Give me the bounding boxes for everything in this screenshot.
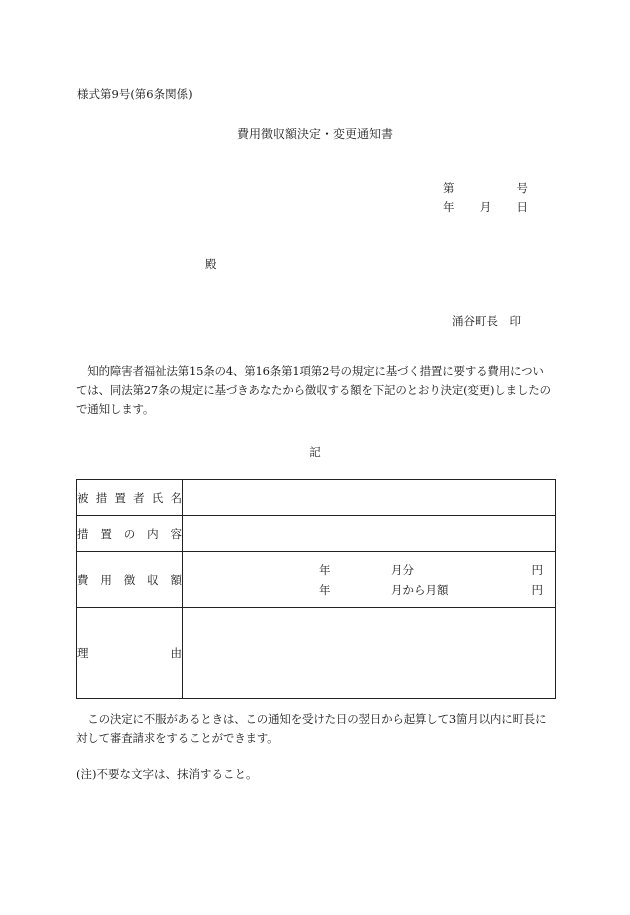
issuer-name: 涌谷町長	[452, 314, 498, 328]
seal-mark: 印	[509, 314, 521, 328]
subject-name-label: 被 措 置 者 氏 名	[77, 480, 183, 516]
measure-content-label: 措 置 の 内 容	[77, 516, 183, 552]
document-number-field	[443, 180, 528, 196]
measure-content-value[interactable]	[183, 516, 556, 552]
issuer-block	[452, 313, 521, 329]
table-row	[77, 608, 556, 699]
subject-name-value[interactable]	[183, 480, 556, 516]
document-title: 費用徴収額決定・変更通知書	[236, 127, 393, 141]
cost-amount-value[interactable]	[183, 552, 556, 608]
footnote: (注)不要な文字は、抹消すること。	[76, 767, 258, 781]
table-row	[77, 480, 556, 516]
cost-amount-label: 費 用 徴 収 額	[77, 552, 183, 608]
cost-line-from: 年 月から月額 円	[319, 582, 543, 597]
addressee-honorific: 殿	[205, 257, 217, 271]
date-day: 日	[516, 200, 528, 214]
issue-date-field	[443, 199, 528, 215]
date-month: 月	[479, 200, 492, 214]
ki-heading: 記	[309, 445, 321, 459]
body-paragraph: 知的障害者福祉法第15条の4、第16条第1項第2号の規定に基づく措置に要する費用については、同法第27条の規定に基づきあなたから徴収する額を下記のとおり決定(変更)しましたので通知します。	[76, 364, 551, 416]
date-year: 年	[443, 200, 455, 214]
cost-line-monthly: 年 月分 円	[319, 562, 543, 577]
appeal-notice: この決定に不服があるときは、この通知を受けた日の翌日から起算して3箇月以内に町長に対して審査請求をすることができます。	[76, 712, 547, 745]
details-table	[76, 479, 556, 699]
table-row	[77, 552, 556, 608]
reason-value[interactable]	[183, 608, 556, 699]
table-row	[77, 516, 556, 552]
number-suffix: 号	[516, 181, 528, 195]
reason-label: 理 由	[77, 608, 183, 699]
form-number-label: 様式第9号(第6条関係)	[77, 87, 193, 101]
number-prefix: 第	[443, 181, 455, 195]
